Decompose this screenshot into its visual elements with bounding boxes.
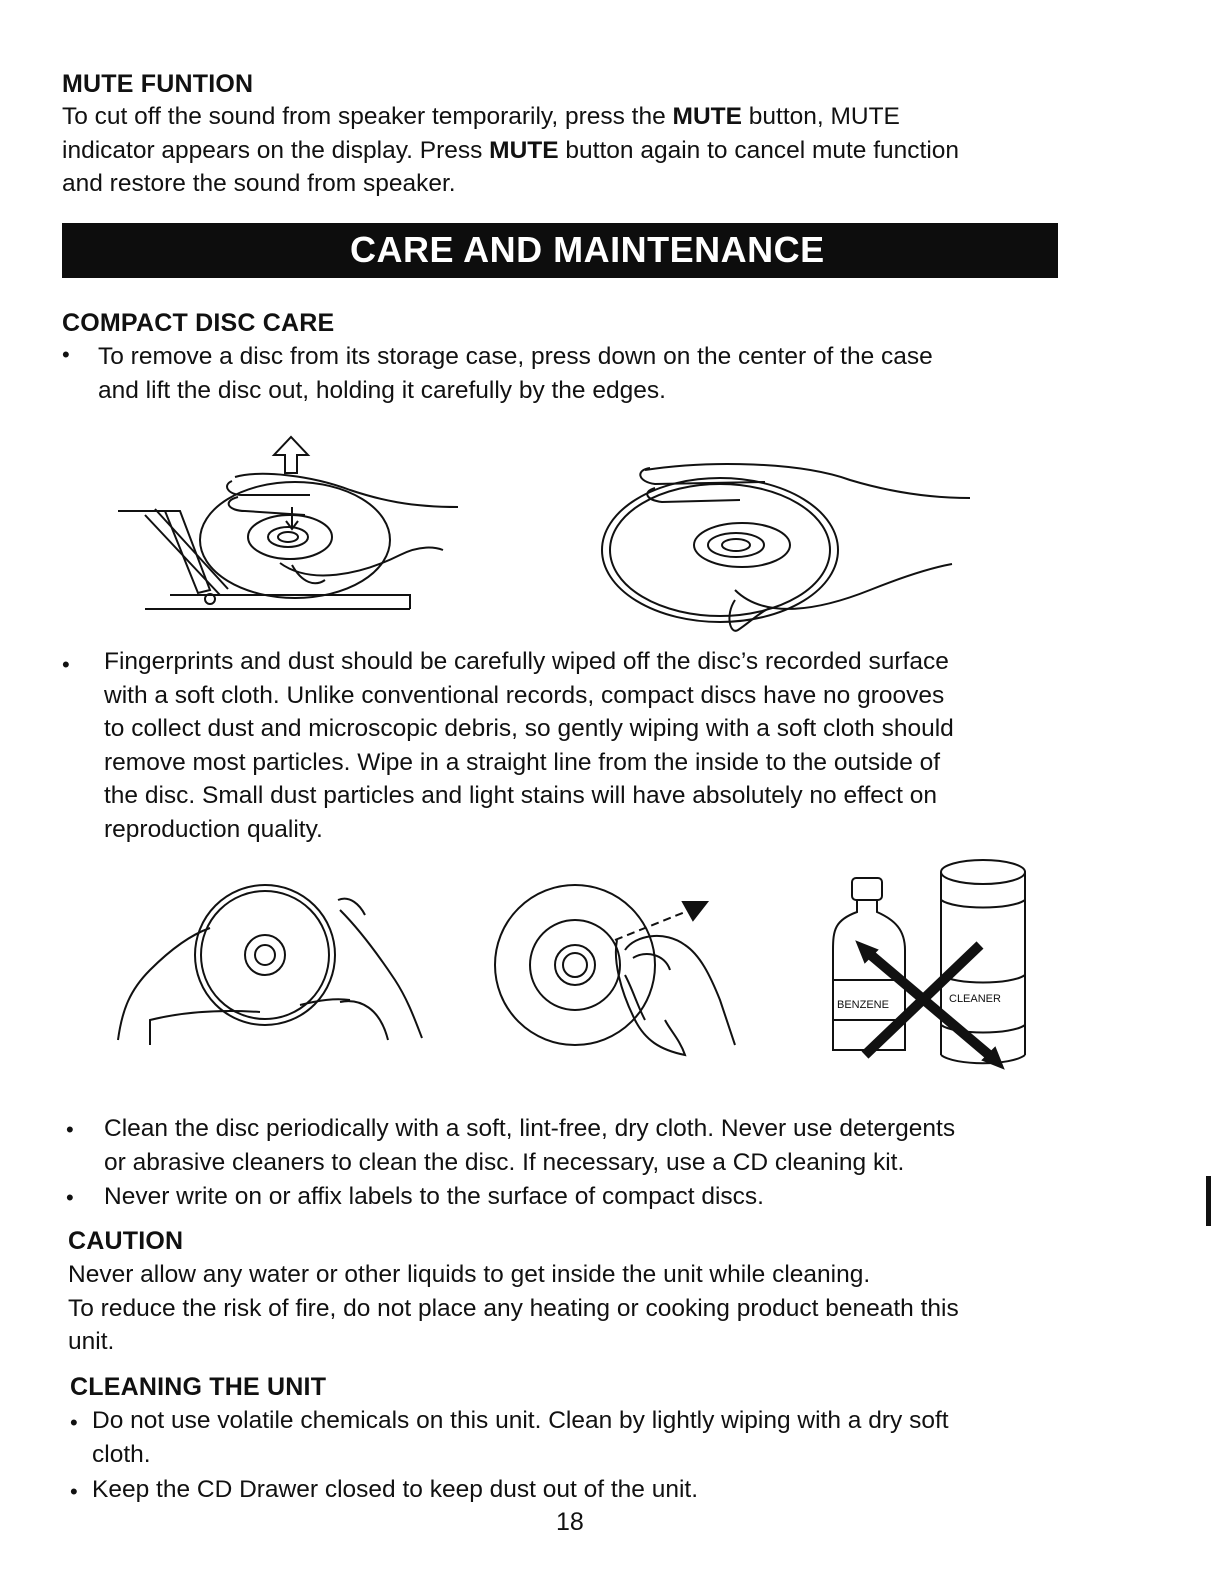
bullet-dot: •	[62, 342, 70, 367]
text-line: or abrasive cleaners to clean the disc. If necessary, use a CD cleaning kit.	[104, 1148, 905, 1176]
disc-care-bullet-3	[104, 1112, 955, 1179]
text-line: To remove a disc from its storage case, press down on the center of the case	[98, 343, 933, 370]
can-label: CLEANER	[949, 993, 1001, 1005]
text-line: Clean the disc periodically with a soft, lint-free, dry cloth. Never use detergents	[104, 1115, 956, 1142]
mute-line-1: To cut off the sound from speaker temporarily, press the MUTE button, MUTE	[62, 103, 900, 130]
text-line: cloth.	[92, 1440, 151, 1468]
mute-paragraph	[62, 100, 959, 201]
text-line: with a soft cloth. Unlike conventional records, compact discs have no grooves	[104, 681, 945, 709]
text-line: the disc. Small dust particles and light stains will have absolutely no effect on	[104, 782, 937, 809]
disc-care-bullet-4: Never write on or affix labels to the surface of compact discs.	[104, 1183, 764, 1210]
cleaning-bullet-2: Keep the CD Drawer closed to keep dust out of the unit.	[92, 1476, 699, 1503]
text-line: remove most particles. Wipe in a straight line from the inside to the outside of	[104, 748, 941, 776]
text-line: reproduction quality.	[104, 815, 323, 843]
mute-heading: MUTE FUNTION	[62, 70, 254, 98]
text-line: Fingerprints and dust should be carefully wiped off the disc’s recorded surface	[104, 648, 949, 675]
caution-paragraph	[68, 1258, 959, 1359]
bullet-dot: •	[62, 652, 70, 677]
text-line: To reduce the risk of fire, do not place any heating or cooking product beneath this	[68, 1294, 959, 1322]
disc-care-heading: COMPACT DISC CARE	[62, 309, 335, 337]
mute-line-2: indicator appears on the display. Press MUTE button again to cancel mute function	[62, 136, 960, 164]
wiping-disc-illustration	[485, 880, 755, 1060]
page-edge-mark	[1206, 1176, 1211, 1226]
bullet-dot: •	[70, 1479, 78, 1504]
cleaning-bullet-1	[92, 1404, 949, 1471]
bullet-dot: •	[66, 1117, 74, 1142]
text-line: to collect dust and microscopic debris, so gently wiping with a soft cloth should	[104, 715, 954, 742]
bullet-dot: •	[70, 1410, 78, 1435]
text-line: and lift the disc out, holding it carefully by the edges.	[98, 376, 666, 404]
text-line: unit.	[68, 1328, 115, 1355]
section-banner	[62, 223, 1058, 278]
disc-care-bullet-2	[104, 645, 954, 846]
text-line: Do not use volatile chemicals on this unit. Clean by lightly wiping with a dry soft	[92, 1407, 949, 1434]
disc-removal-illustration	[110, 415, 470, 615]
page-number: 18	[556, 1508, 584, 1536]
no-solvents-illustration	[825, 850, 1035, 1070]
mute-line-3: and restore the sound from speaker.	[62, 170, 456, 197]
two-hands-disc-illustration	[110, 880, 430, 1050]
text-line: Never allow any water or other liquids to get inside the unit while cleaning.	[68, 1261, 871, 1288]
disc-care-bullet-1	[98, 340, 933, 407]
caution-heading: CAUTION	[68, 1227, 184, 1255]
disc-holding-illustration	[590, 440, 980, 640]
bottle-label: BENZENE	[837, 999, 889, 1011]
bullet-dot: •	[66, 1185, 74, 1210]
cleaning-heading: CLEANING THE UNIT	[70, 1373, 327, 1401]
banner-title: CARE AND MAINTENANCE	[350, 229, 825, 270]
